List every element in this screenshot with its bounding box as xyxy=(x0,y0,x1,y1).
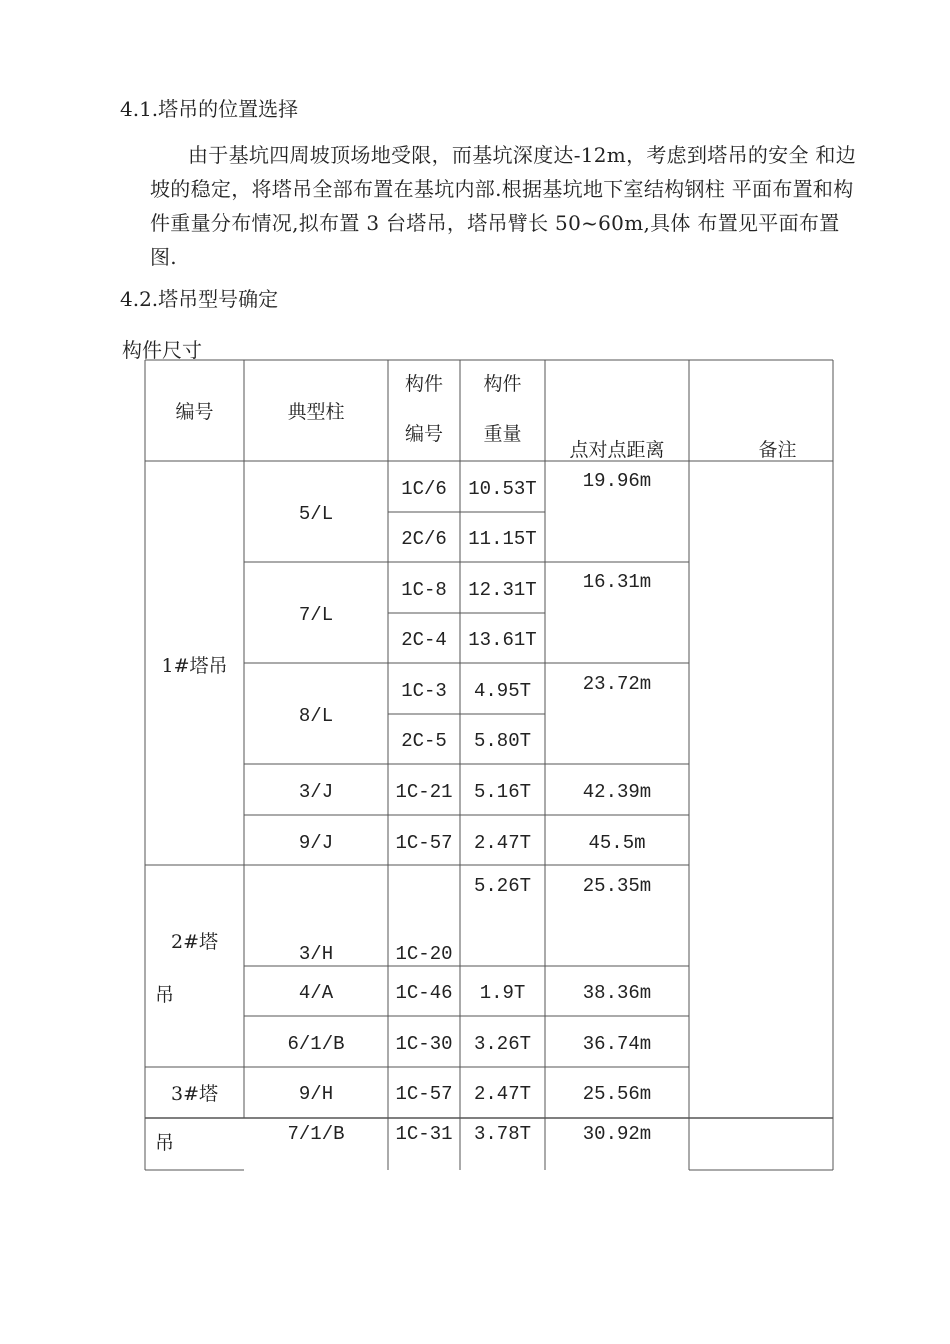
cell-weight: 1.9T xyxy=(479,982,526,1004)
cell-distance: 25.35m xyxy=(582,875,652,897)
cell-distance: 16.31m xyxy=(582,571,652,593)
cell-column: 4/A xyxy=(298,982,334,1004)
header-column: 典型柱 xyxy=(287,401,345,423)
header-weight-line1: 构件 xyxy=(483,373,522,395)
cell-part: 1C-30 xyxy=(395,1033,453,1055)
cell-weight: 3.26T xyxy=(473,1033,531,1055)
crane-2-label-line1: 2#塔 xyxy=(170,931,218,953)
section-heading-4-2: 4.2.塔吊型号确定 xyxy=(120,287,279,311)
cell-weight: 12.31T xyxy=(468,579,537,601)
cell-distance: 19.96m xyxy=(582,470,652,492)
section-heading-4-1: 4.1.塔吊的位置选择 xyxy=(120,97,299,121)
crane-3-label-line1: 3#塔 xyxy=(170,1083,218,1105)
cell-column: 8/L xyxy=(298,705,334,727)
table-caption: 构件尺寸 xyxy=(122,338,202,362)
header-part-no-line1: 构件 xyxy=(404,373,443,395)
cell-part: 2C-4 xyxy=(401,629,447,651)
cell-part: 1C-21 xyxy=(395,781,453,803)
header-remark: 备注 xyxy=(758,439,797,461)
cell-part: 2C-5 xyxy=(401,730,447,752)
cell-part: 1C/6 xyxy=(401,478,447,500)
cell-distance: 42.39m xyxy=(582,781,652,803)
cell-column: 9/J xyxy=(298,832,334,854)
cell-weight: 11.15T xyxy=(468,528,537,550)
cell-column: 5/L xyxy=(298,503,334,525)
header-id: 编号 xyxy=(175,401,214,423)
cell-part: 1C-3 xyxy=(401,680,447,702)
header-part-no-line2: 编号 xyxy=(404,423,443,445)
cell-weight: 4.95T xyxy=(473,680,531,702)
cell-part: 2C/6 xyxy=(401,528,447,550)
cell-distance: 36.74m xyxy=(582,1033,652,1055)
crane-2-label-line2: 吊 xyxy=(155,984,175,1006)
body-paragraph: 由于基坑四周坡顶场地受限，而基坑深度达-12m，考虑到塔吊的安全 和边坡的稳定，将塔吊全部布置在基坑内部.根据基坑地下室结构钢柱 平面布置和构件重量分布情况,拟布置 3 台塔吊，塔吊臂长 50~60m,具体 布置见平面布置图. xyxy=(150,143,857,269)
cell-distance: 45.5m xyxy=(588,832,646,854)
cell-column: 6/1/B xyxy=(287,1033,345,1055)
cell-part: 1C-31 xyxy=(395,1123,453,1145)
header-distance: 点对点距离 xyxy=(569,439,665,461)
cell-weight: 5.80T xyxy=(473,730,531,752)
cell-column: 3/H xyxy=(298,943,334,965)
cell-weight: 2.47T xyxy=(473,1083,531,1105)
cell-part: 1C-57 xyxy=(395,832,453,854)
cell-part: 1C-8 xyxy=(401,579,447,601)
cell-weight: 3.78T xyxy=(473,1123,531,1145)
cell-distance: 38.36m xyxy=(582,982,652,1004)
cell-distance: 30.92m xyxy=(582,1123,652,1145)
crane-1-label: 1#塔吊 xyxy=(161,655,228,677)
crane-3-label-line2: 吊 xyxy=(155,1132,175,1154)
cell-part: 1C-20 xyxy=(395,943,453,965)
cell-distance: 25.56m xyxy=(582,1083,652,1105)
cell-weight: 10.53T xyxy=(468,478,537,500)
cell-weight: 13.61T xyxy=(468,629,537,651)
cell-column: 9/H xyxy=(298,1083,334,1105)
cell-part: 1C-46 xyxy=(395,982,453,1004)
cell-weight: 5.26T xyxy=(473,875,531,897)
cell-column: 3/J xyxy=(298,781,334,803)
cell-weight: 2.47T xyxy=(473,832,531,854)
cell-distance: 23.72m xyxy=(582,673,652,695)
cell-weight: 5.16T xyxy=(473,781,531,803)
cell-column: 7/1/B xyxy=(287,1123,345,1145)
cell-part: 1C-57 xyxy=(395,1083,453,1105)
header-weight-line2: 重量 xyxy=(483,423,522,445)
cell-column: 7/L xyxy=(298,604,334,626)
